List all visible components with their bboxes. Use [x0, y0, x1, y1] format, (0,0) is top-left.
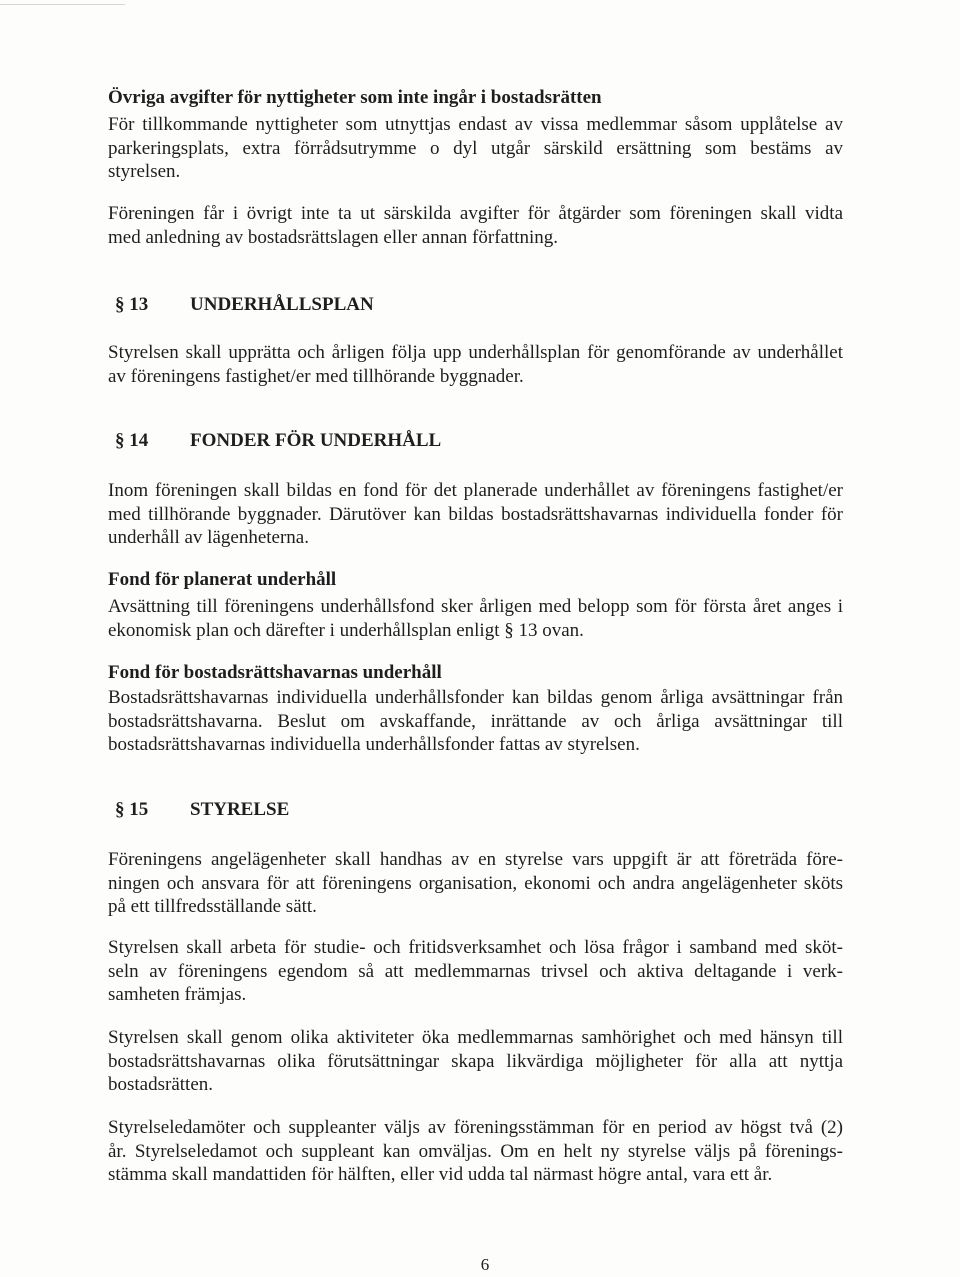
- paragraph-line: Avsättning till föreningens underhållsfond sker årligen med belopp som för första året anges i: [108, 596, 843, 617]
- paragraph-line: Styrelsen skall arbeta för studie- och fritidsverksamhet och lösa frågor i samband med sköt-: [108, 937, 843, 958]
- section-heading: [0, 429, 960, 453]
- paragraph-line: seln av föreningens egendom så att medlemmarnas trivsel och aktiva deltagande i verk-: [108, 960, 843, 982]
- page-number: 6: [480, 1255, 490, 1274]
- intro-heading: [108, 86, 843, 110]
- subsection-heading-text: Fond för planerat underhåll: [108, 569, 337, 590]
- intro-paragraph: [108, 113, 843, 184]
- section-title: STYRELSE: [190, 799, 290, 820]
- paragraph-line: Inom föreningen skall bildas en fond för det planerade underhållet av föreningens fastighet/er: [108, 480, 843, 501]
- section-paragraph: [108, 1026, 843, 1097]
- paragraph-line: Föreningens angelägenheter skall handhas av en styrelse vars uppgift är att företräda före-: [108, 849, 843, 870]
- paragraph-line: parkeringsplats, extra förrådsutrymme o dyl utgår särskild ersättning som bestäms av: [108, 137, 843, 159]
- section-title: FONDER FÖR UNDERHÅLL: [190, 430, 442, 451]
- paragraph-line: ekonomisk plan och därefter i underhållsplan enligt § 13 ovan.: [108, 619, 584, 641]
- paragraph-line: stämma skall mandattiden för hälften, eller vid udda tal närmast högre antal, vara ett år.: [108, 1164, 773, 1186]
- paragraph-line: styrelsen.: [108, 161, 181, 183]
- section-number: § 13: [115, 294, 149, 315]
- paragraph-line: bostadsrättshavarnas individuella underhållsfonder fattas av styrelsen.: [108, 734, 640, 756]
- intro-paragraph: [108, 202, 843, 249]
- section-heading: [0, 798, 960, 822]
- paragraph-line: bostadsrättshavarnas olika förutsättningar skapa likvärdiga möjligheter för alla att nyttja: [108, 1050, 843, 1072]
- paragraph-line: Styrelseledamöter och suppleanter väljs av föreningsstämman för en period av högst två (2): [108, 1117, 843, 1138]
- subsection-paragraph: [108, 686, 843, 757]
- subsection-heading-text: Fond för bostadsrättshavarnas underhåll: [108, 662, 442, 683]
- paragraph-line: Bostadsrättshavarnas individuella underhållsfonder kan bildas genom årliga avsättningar från: [108, 687, 843, 708]
- section-paragraph: [108, 848, 843, 919]
- paragraph-line: samheten främjas.: [108, 984, 247, 1006]
- paragraph-line: bostadsrättshavarna. Beslut om avskaffande, inrättande av och årliga avsättningar till: [108, 710, 843, 732]
- paragraph-line: på ett tillfredsställande sätt.: [108, 896, 317, 918]
- section-paragraph: [108, 341, 843, 388]
- paragraph-line: Styrelsen skall upprätta och årligen följa upp underhållsplan för genomförande av underhållet: [108, 342, 843, 363]
- heading-text: Övriga avgifter för nyttigheter som inte ingår i bostadsrätten: [108, 87, 602, 108]
- section-paragraph: [108, 936, 843, 1007]
- paragraph-line: ningen och ansvara för att föreningens organisation, ekonomi och andra angelägenheter sköts: [108, 872, 843, 894]
- paragraph-line: Styrelsen skall genom olika aktiviteter öka medlemmarnas samhörighet och med hänsyn till: [108, 1027, 843, 1048]
- paragraph-line: av föreningens fastighet/er med tillhörande byggnader.: [108, 365, 524, 387]
- paragraph-line: år. Styrelseledamot och suppleant kan omväljas. Om en helt ny styrelse väljs på förenings-: [108, 1140, 843, 1162]
- paragraph-line: med tillhörande byggnader. Därutöver kan bildas bostadsrättshavarnas individuella fonder för: [108, 503, 843, 525]
- paragraph-line: Föreningen får i övrigt inte ta ut särskilda avgifter för åtgärder som föreningen skall vidta: [108, 203, 843, 224]
- paragraph-line: För tillkommande nyttigheter som utnyttjas endast av vissa medlemmar såsom upplåtelse av: [108, 114, 843, 135]
- paragraph-line: bostadsrätten.: [108, 1074, 214, 1096]
- section-heading: [0, 293, 960, 317]
- paragraph-line: underhåll av lägenheterna.: [108, 527, 309, 549]
- section-paragraph: [108, 1116, 843, 1187]
- subsection-heading: [108, 568, 843, 592]
- section-paragraph: [108, 479, 843, 550]
- paragraph-line: med anledning av bostadsrättslagen eller annan författning.: [108, 226, 559, 248]
- subsection-heading: [108, 661, 843, 685]
- scan-artifact-line: [0, 4, 125, 5]
- section-title: UNDERHÅLLSPLAN: [190, 294, 374, 315]
- section-number: § 15: [115, 799, 149, 820]
- subsection-paragraph: [108, 595, 843, 642]
- section-number: § 14: [115, 430, 149, 451]
